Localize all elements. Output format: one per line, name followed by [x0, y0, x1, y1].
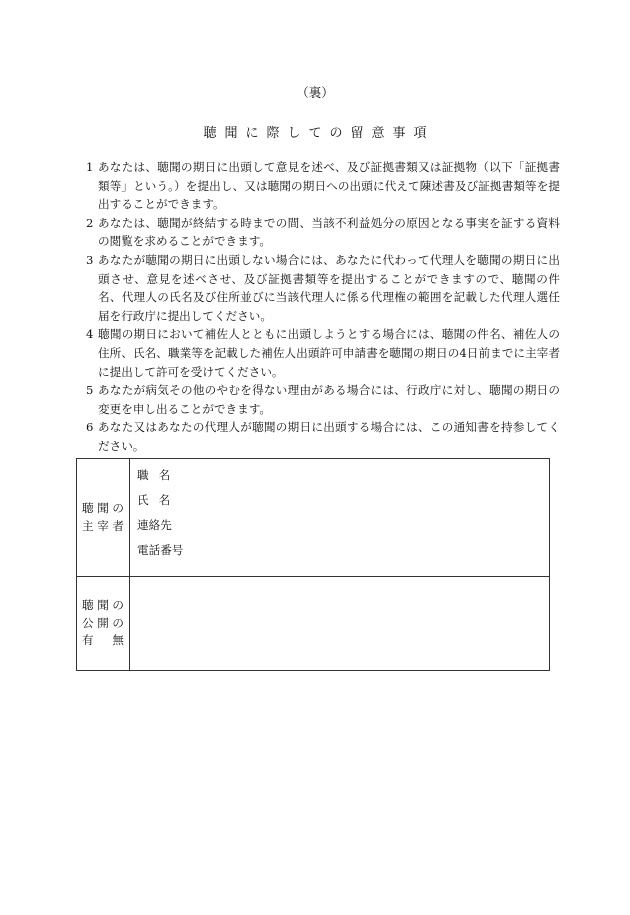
note-number: 1: [86, 160, 94, 174]
note-text: あなたは、聴聞が終結する時までの間、当該不利益処分の原因となる事実を証する資料の閲覧を求めることができます。: [98, 215, 560, 249]
note-number: 6: [86, 420, 94, 435]
organizer-header-line: 主宰者: [82, 518, 124, 533]
notes-list: [82, 158, 560, 456]
note-item: [82, 325, 560, 381]
organizer-header-line: 聴聞の: [82, 501, 124, 515]
phone-label: 電話番号: [137, 543, 184, 557]
note-item: [82, 418, 560, 455]
organizer-row: [77, 459, 550, 577]
public-value-cell: [130, 577, 550, 671]
note-number: 3: [86, 252, 94, 267]
page-title: 聴聞に際しての留意事項: [203, 126, 435, 141]
contact-label: 連絡先: [137, 518, 172, 532]
note-number: 4: [86, 327, 94, 342]
organizer-fields: [130, 459, 550, 577]
back-side-label: （裏）: [296, 85, 334, 100]
hearing-info-table: [76, 458, 550, 671]
note-text: あなたが病気その他のやむを得ない理由がある場合には、行政庁に対し、聴聞の期日の変更を申し出ることができます。: [98, 383, 560, 416]
note-text: あなたは、聴聞の期日に出頭して意見を述べ、及び証拠書類又は証拠物（以下「証拠書類等」という。）を提出し、又は聴聞の期日への出頭に代えて陳述書及び証拠書類等を提出することができます。: [98, 160, 560, 212]
name-label: 氏名: [137, 493, 181, 507]
note-item: [82, 381, 560, 418]
public-header: [77, 577, 130, 671]
note-text: あなたが聴聞の期日に出頭しない場合には、あなたに代わって代理人を聴聞の期日に出頭させ、意見を述べさせ、及び証拠書類等を提出することができますので、聴聞の件名、代理人の氏名及び住所並びに当該代理人に係る代理権の範囲を記載した代理人選任届を行政庁に提出してください。: [98, 252, 560, 323]
note-item: [82, 158, 560, 214]
organizer-header: [77, 459, 130, 577]
note-text: あなた又はあなたの代理人が聴聞の期日に出頭する場合には、この通知書を持参してください。: [98, 420, 560, 453]
note-number: 2: [86, 215, 94, 230]
note-number: 5: [86, 383, 94, 398]
note-item: [82, 251, 560, 325]
public-header-line: 公開の: [82, 615, 124, 630]
public-row: [77, 577, 550, 671]
note-text: 聴聞の期日において補佐人とともに出頭しようとする場合には、聴聞の件名、補佐人の住所、氏名、職業等を記載した補佐人出頭許可申請書を聴聞の期日の4日前までに主宰者に提出して許可を受けてください。: [98, 327, 560, 379]
public-header-line: 聴聞の: [82, 598, 124, 613]
note-item: [82, 214, 560, 251]
position-label: 職名: [137, 468, 181, 482]
public-header-line: 有無: [82, 633, 124, 648]
